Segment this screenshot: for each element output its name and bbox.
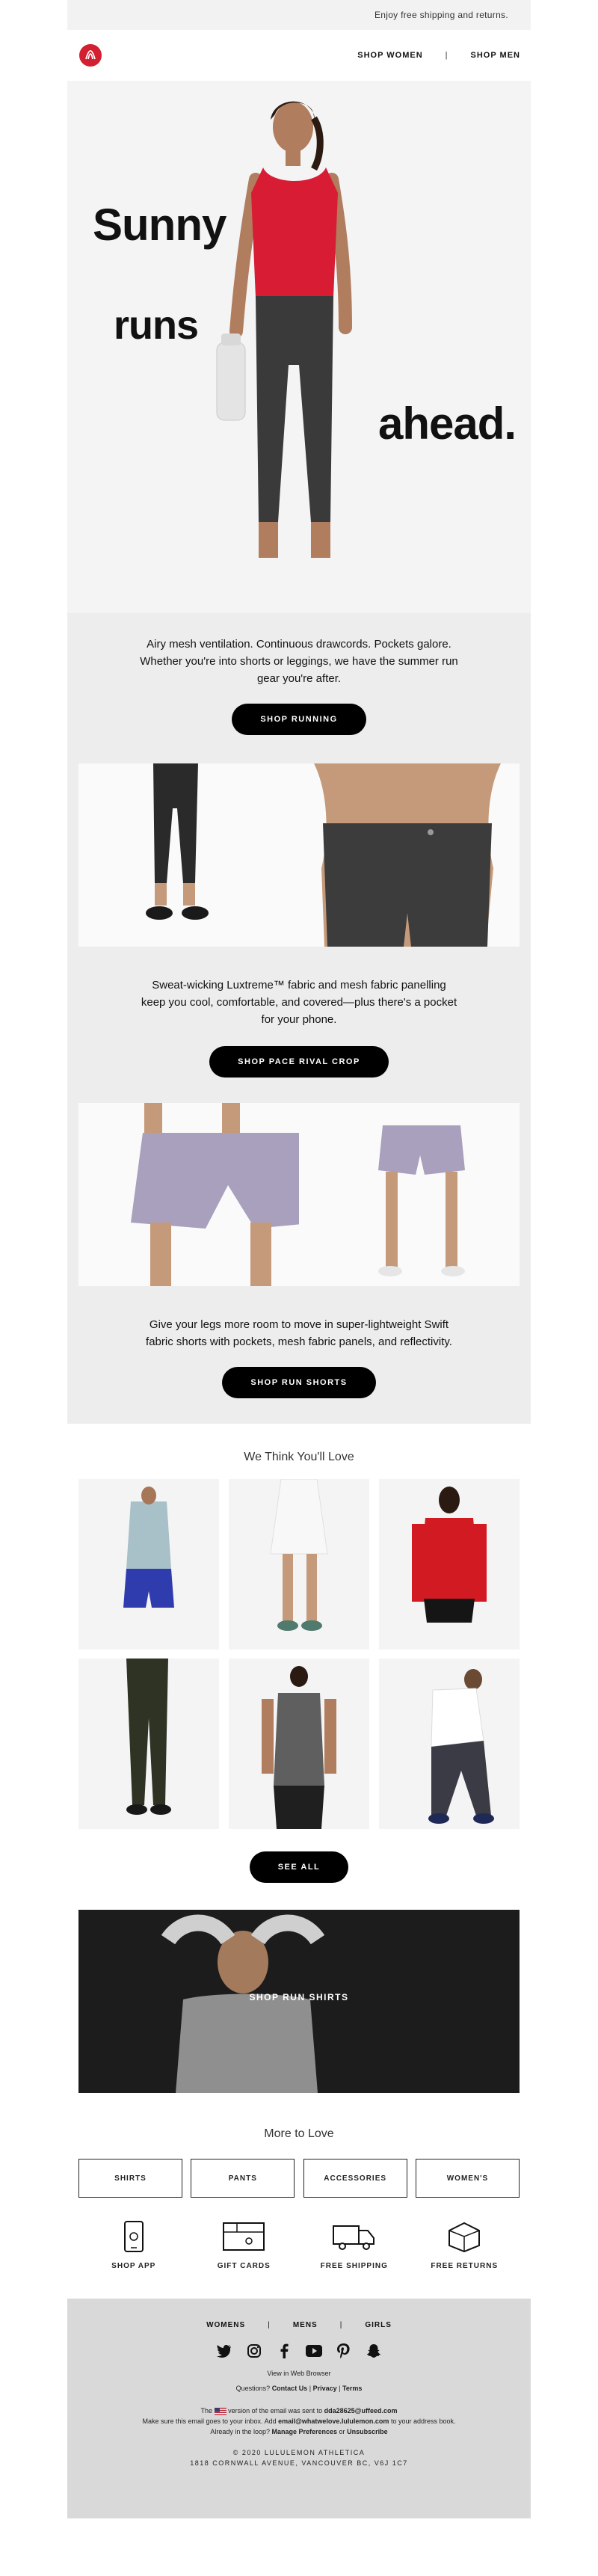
privacy-link[interactable]: Privacy	[312, 2385, 337, 2392]
gift-cards-feature[interactable]	[191, 2219, 296, 2270]
tank-shorts-product	[78, 1479, 219, 1650]
snapchat-icon[interactable]	[366, 2343, 382, 2359]
run-shirts-banner[interactable]	[78, 1910, 520, 2093]
gift-cards-label: GIFT CARDS	[217, 2262, 271, 2270]
youtube-icon[interactable]	[306, 2343, 322, 2359]
facebook-icon[interactable]	[276, 2343, 292, 2359]
footer-mens-link[interactable]: MENS	[292, 2321, 318, 2329]
recommend-title: We Think You'll Love	[244, 1451, 354, 1463]
red-jacket-product	[379, 1479, 520, 1650]
hero-word-sunny: Sunny	[93, 200, 226, 250]
shorts-back-illustration	[299, 1103, 520, 1286]
or-text: or	[339, 2428, 345, 2435]
footer-links-divider: |	[339, 2385, 341, 2392]
social-links	[67, 2343, 531, 2359]
free-returns-label: FREE RETURNS	[431, 2262, 499, 2270]
truck-icon	[332, 2222, 377, 2251]
white-skirt-product	[229, 1479, 369, 1650]
footer-nav-divider: |	[339, 2321, 343, 2329]
free-shipping-label: FREE SHIPPING	[320, 2262, 388, 2270]
shop-pace-rival-crop-button[interactable]: SHOP PACE RIVAL CROP	[209, 1046, 389, 1078]
pace-rival-crop-image[interactable]	[78, 763, 520, 947]
product-tile[interactable]	[78, 1659, 219, 1829]
category-womens-button[interactable]: WOMEN'S	[416, 2159, 520, 2198]
shop-men-link[interactable]: SHOP MEN	[470, 51, 520, 60]
stretching-tee-product	[379, 1659, 520, 1829]
crop-full-view	[78, 763, 299, 947]
product-tile[interactable]	[229, 1479, 369, 1650]
run-shorts-image[interactable]	[78, 1103, 520, 1286]
intro-copy: Airy mesh ventilation. Continuous drawcords. Pockets galore. Whether you're into shorts or leggings, we have the summer run gear you're after.	[140, 638, 458, 685]
crop-back-view	[299, 763, 520, 947]
shipping-text: Enjoy free shipping and returns.	[374, 10, 508, 20]
footer	[67, 2299, 531, 2518]
product-tile[interactable]	[379, 1659, 520, 1829]
safelist-text-a: Make sure this email goes to your inbox. Add	[142, 2417, 277, 2425]
logo-mark-icon	[83, 48, 98, 63]
product-tile[interactable]	[229, 1659, 369, 1829]
twitter-icon[interactable]	[216, 2343, 232, 2359]
pace-rival-copy: Sweat-wicking Luxtreme™ fabric and mesh fabric panelling keep you cool, comfortable, and covered—plus there's a pocket for your phone.	[141, 979, 457, 1026]
shop-run-shorts-button[interactable]: SHOP RUN SHORTS	[222, 1367, 375, 1398]
shipping-banner	[67, 0, 531, 30]
email-page	[67, 0, 531, 2518]
gray-tank-product	[229, 1659, 369, 1829]
hero-image[interactable]	[67, 81, 531, 613]
unsubscribe-link[interactable]: Unsubscribe	[347, 2428, 388, 2435]
see-all-button[interactable]: SEE ALL	[250, 1851, 349, 1883]
shorts-front-illustration	[78, 1103, 299, 1286]
sent-prefix: The	[200, 2407, 213, 2414]
shop-app-feature[interactable]	[81, 2219, 186, 2270]
pinterest-icon[interactable]	[336, 2343, 352, 2359]
legging-full-illustration	[78, 763, 299, 947]
category-accessories-button[interactable]: ACCESSORIES	[303, 2159, 407, 2198]
instagram-icon[interactable]	[246, 2343, 262, 2359]
nav-divider: |	[445, 51, 449, 60]
header	[67, 30, 531, 81]
shop-app-label: SHOP APP	[111, 2262, 156, 2270]
shop-women-link[interactable]: SHOP WOMEN	[357, 51, 423, 60]
category-buttons	[78, 2159, 520, 2198]
product-grid	[78, 1479, 520, 1829]
product-tile[interactable]	[379, 1479, 520, 1650]
view-in-browser-link[interactable]: View in Web Browser	[267, 2370, 331, 2377]
category-pants-button[interactable]: PANTS	[191, 2159, 295, 2198]
footer-girls-link[interactable]: GIRLS	[365, 2321, 392, 2329]
gift-card-icon	[222, 2222, 265, 2251]
footer-womens-link[interactable]: WOMENS	[206, 2321, 246, 2329]
contact-us-link[interactable]: Contact Us	[271, 2385, 308, 2392]
free-shipping-feature[interactable]	[302, 2219, 407, 2270]
footer-nav	[67, 2299, 531, 2329]
preferences-line	[67, 2426, 531, 2437]
recipient-email: dda28625@uffeed.com	[324, 2407, 398, 2414]
manage-preferences-link[interactable]: Manage Preferences	[271, 2428, 338, 2435]
sender-email-link[interactable]: email@whatwelove.lululemon.com	[278, 2417, 389, 2425]
footer-links-line	[67, 2383, 531, 2394]
free-returns-feature[interactable]	[412, 2219, 517, 2270]
safelist-text-b: to your address book.	[390, 2417, 456, 2425]
category-shirts-button[interactable]: SHIRTS	[78, 2159, 182, 2198]
phone-icon	[120, 2220, 147, 2253]
safelist-line	[67, 2416, 531, 2426]
footer-nav-divider: |	[268, 2321, 271, 2329]
run-shirts-label: SHOP RUN SHIRTS	[249, 1992, 349, 2002]
footer-links-divider: |	[309, 2385, 312, 2392]
return-box-icon	[443, 2220, 485, 2253]
address-text: 1818 CORNWALL AVENUE, VANCOUVER BC, V6J 1C7	[190, 2459, 408, 2467]
running-gear-section	[67, 613, 531, 1424]
copyright-text: © 2020 LULULEMON ATHLETICA	[232, 2449, 366, 2456]
top-nav	[357, 51, 520, 60]
product-tile[interactable]	[78, 1479, 219, 1650]
sent-to-line	[67, 2406, 531, 2416]
already-text: Already in the loop?	[210, 2428, 270, 2435]
questions-label: Questions?	[235, 2385, 271, 2392]
more-title: More to Love	[264, 2127, 334, 2140]
run-shorts-copy: Give your legs more room to move in super-lightweight Swift fabric shorts with pockets, mesh fabric panels, and reflectivity.	[146, 1318, 452, 1348]
lululemon-logo[interactable]	[79, 44, 102, 67]
shorts-front-view	[78, 1103, 299, 1286]
us-flag-icon	[215, 2408, 226, 2415]
sent-mid: version of the email was sent to	[228, 2407, 323, 2414]
shorts-back-view	[299, 1103, 520, 1286]
hero-word-ahead: ahead.	[378, 399, 517, 449]
terms-link[interactable]: Terms	[342, 2385, 363, 2392]
service-features	[78, 2219, 520, 2270]
olive-leggings-product	[78, 1659, 219, 1829]
shop-running-button[interactable]: SHOP RUNNING	[232, 704, 366, 735]
hero-word-runs: runs	[114, 303, 199, 348]
legging-back-illustration	[299, 763, 520, 947]
